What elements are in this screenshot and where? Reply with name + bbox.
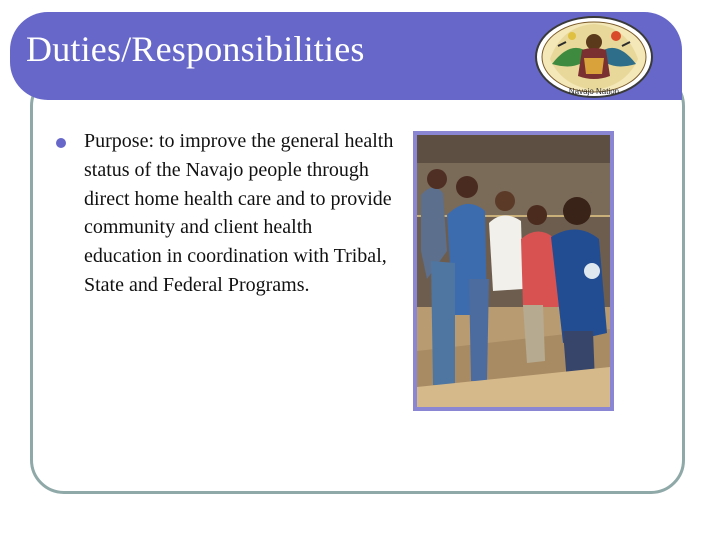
logo-graphic xyxy=(532,14,656,100)
bullet-marker xyxy=(56,138,66,148)
logo-text: Navajo Nation xyxy=(568,87,620,96)
health-outreach-photo xyxy=(413,131,614,411)
program-logo xyxy=(532,14,656,100)
slide-title: Duties/Responsibilities xyxy=(26,29,365,69)
bullet-text: Purpose: to improve the general health status of the Navajo people through direct home health care and to provide community and client health education in coordination with Tribal, State and Federal Programs. xyxy=(84,130,394,296)
photo-graphic xyxy=(413,131,614,411)
